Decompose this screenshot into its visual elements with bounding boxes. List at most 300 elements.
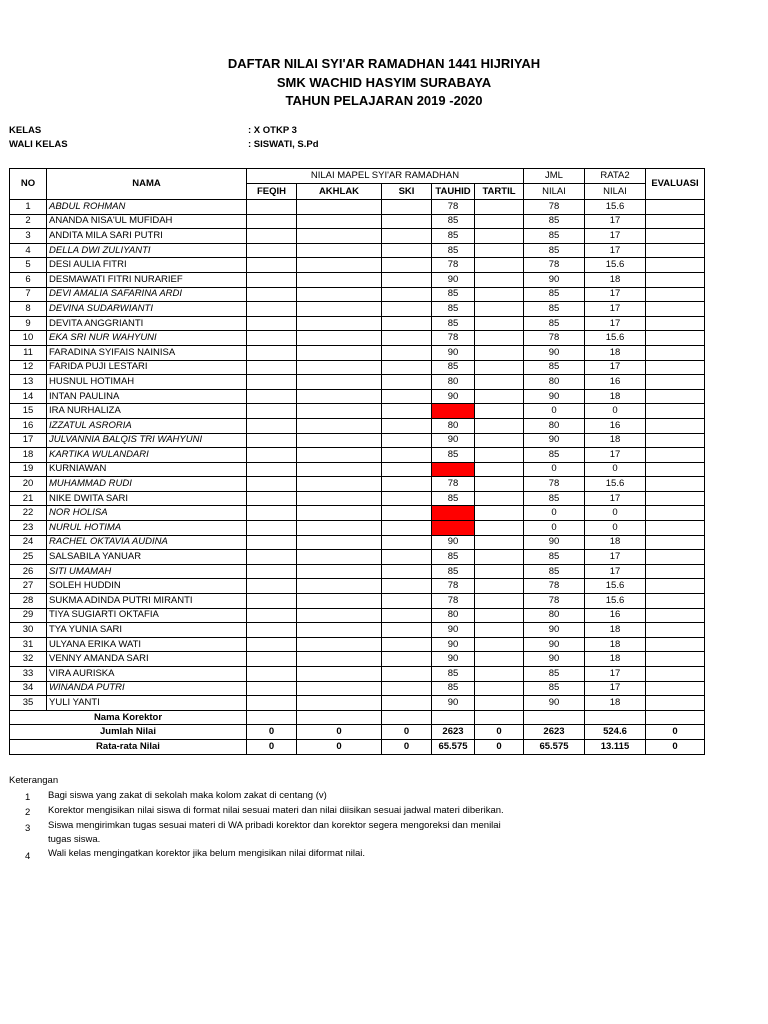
jumlah-row-tauhid: 2623 [432, 725, 475, 740]
row-nama: EKA SRI NUR WAHYUNI [47, 331, 247, 346]
rata-rata-row-akhlak: 0 [297, 739, 382, 754]
jumlah-row-label: Jumlah Nilai [10, 725, 247, 740]
row-feqih [247, 696, 297, 711]
row-rata-nilai: 17 [585, 550, 646, 565]
table-row [10, 681, 705, 696]
korektor-cell [524, 710, 585, 725]
row-jml-nilai: 85 [524, 550, 585, 565]
row-tauhid: 90 [432, 696, 475, 711]
header-rata-line1: RATA2 [585, 169, 646, 184]
row-tartil [475, 579, 524, 594]
row-feqih [247, 331, 297, 346]
row-jml-nilai: 78 [524, 594, 585, 609]
row-tauhid: 0 [432, 462, 475, 477]
row-no: 33 [10, 667, 47, 682]
row-nama: ULYANA ERIKA WATI [47, 637, 247, 652]
row-ski [382, 433, 432, 448]
row-evaluasi [646, 491, 705, 506]
row-no: 24 [10, 535, 47, 550]
row-tartil [475, 550, 524, 565]
row-rata-nilai: 17 [585, 316, 646, 331]
row-jml-nilai: 85 [524, 243, 585, 258]
row-rata-nilai: 17 [585, 448, 646, 463]
table-row [10, 491, 705, 506]
header-ski: SKI [382, 184, 432, 200]
note-text-continued: tugas siswa. [48, 834, 101, 845]
header-rata-line2: NILAI [585, 184, 646, 200]
row-akhlak [297, 491, 382, 506]
table-row [10, 623, 705, 638]
wali-kelas-value: : SISWATI, S.Pd [248, 139, 319, 150]
note-number: 1 [25, 792, 31, 803]
row-akhlak [297, 477, 382, 492]
row-jml-nilai: 85 [524, 564, 585, 579]
row-rata-nilai: 18 [585, 623, 646, 638]
row-feqih [247, 477, 297, 492]
table-row [10, 331, 705, 346]
row-tartil [475, 375, 524, 390]
notes-heading: Keterangan [9, 775, 59, 786]
table-row [10, 272, 705, 287]
row-rata-nilai: 17 [585, 229, 646, 244]
row-jml-nilai: 85 [524, 302, 585, 317]
row-ski [382, 258, 432, 273]
row-jml-nilai: 0 [524, 521, 585, 536]
row-no: 29 [10, 608, 47, 623]
row-akhlak [297, 637, 382, 652]
header-feqih: FEQIH [247, 184, 297, 200]
row-akhlak [297, 608, 382, 623]
row-akhlak [297, 200, 382, 215]
grades-table [9, 168, 705, 755]
row-jml-nilai: 78 [524, 258, 585, 273]
row-rata-nilai: 17 [585, 302, 646, 317]
row-ski [382, 389, 432, 404]
row-no: 5 [10, 258, 47, 273]
row-jml-nilai: 80 [524, 608, 585, 623]
row-evaluasi [646, 564, 705, 579]
row-ski [382, 564, 432, 579]
table-row [10, 448, 705, 463]
row-ski [382, 681, 432, 696]
row-tauhid: 90 [432, 637, 475, 652]
row-tauhid: 80 [432, 608, 475, 623]
row-nama: HUSNUL HOTIMAH [47, 375, 247, 390]
header-tauhid: TAUHID [432, 184, 475, 200]
row-tartil [475, 491, 524, 506]
row-evaluasi [646, 652, 705, 667]
note-number: 2 [25, 807, 31, 818]
row-nama: MUHAMMAD RUDI [47, 477, 247, 492]
row-no: 7 [10, 287, 47, 302]
row-feqih [247, 462, 297, 477]
row-tartil [475, 404, 524, 419]
row-tauhid: 0 [432, 506, 475, 521]
row-rata-nilai: 18 [585, 535, 646, 550]
row-ski [382, 521, 432, 536]
row-evaluasi [646, 360, 705, 375]
row-nama: DEVI AMALIA SAFARINA ARDI [47, 287, 247, 302]
row-tauhid: 85 [432, 360, 475, 375]
row-nama: FARIDA PUJI LESTARI [47, 360, 247, 375]
row-ski [382, 418, 432, 433]
row-jml-nilai: 80 [524, 375, 585, 390]
row-feqih [247, 506, 297, 521]
row-evaluasi [646, 287, 705, 302]
row-jml-nilai: 0 [524, 404, 585, 419]
row-ski [382, 214, 432, 229]
table-row [10, 360, 705, 375]
row-no: 28 [10, 594, 47, 609]
row-no: 25 [10, 550, 47, 565]
row-rata-nilai: 17 [585, 491, 646, 506]
korektor-label: Nama Korektor [10, 710, 247, 725]
row-akhlak [297, 302, 382, 317]
row-tartil [475, 448, 524, 463]
row-jml-nilai: 85 [524, 360, 585, 375]
row-tauhid: 78 [432, 477, 475, 492]
row-nama: IZZATUL ASRORIA [47, 418, 247, 433]
row-rata-nilai: 15.6 [585, 331, 646, 346]
header-jml-line1: JML [524, 169, 585, 184]
row-evaluasi [646, 243, 705, 258]
row-akhlak [297, 667, 382, 682]
jumlah-row-feqih: 0 [247, 725, 297, 740]
row-feqih [247, 608, 297, 623]
row-rata-nilai: 0 [585, 521, 646, 536]
row-evaluasi [646, 608, 705, 623]
row-tauhid: 85 [432, 681, 475, 696]
table-row [10, 564, 705, 579]
row-no: 15 [10, 404, 47, 419]
row-feqih [247, 550, 297, 565]
row-jml-nilai: 90 [524, 652, 585, 667]
jumlah-row-evaluasi: 0 [646, 725, 705, 740]
row-rata-nilai: 16 [585, 418, 646, 433]
row-jml-nilai: 90 [524, 623, 585, 638]
row-evaluasi [646, 506, 705, 521]
table-row [10, 375, 705, 390]
row-akhlak [297, 696, 382, 711]
row-akhlak [297, 535, 382, 550]
row-jml-nilai: 90 [524, 433, 585, 448]
row-nama: NIKE DWITA SARI [47, 491, 247, 506]
row-tauhid: 85 [432, 448, 475, 463]
row-feqih [247, 418, 297, 433]
row-tartil [475, 360, 524, 375]
row-no: 20 [10, 477, 47, 492]
row-no: 3 [10, 229, 47, 244]
row-evaluasi [646, 418, 705, 433]
row-akhlak [297, 623, 382, 638]
row-nama: SUKMA ADINDA PUTRI MIRANTI [47, 594, 247, 609]
row-tartil [475, 258, 524, 273]
korektor-cell [585, 710, 646, 725]
row-no: 19 [10, 462, 47, 477]
row-rata-nilai: 18 [585, 637, 646, 652]
row-feqih [247, 579, 297, 594]
row-akhlak [297, 418, 382, 433]
row-akhlak [297, 272, 382, 287]
row-akhlak [297, 579, 382, 594]
row-tauhid: 85 [432, 550, 475, 565]
row-jml-nilai: 90 [524, 535, 585, 550]
rata-rata-row [10, 739, 705, 754]
korektor-cell [475, 710, 524, 725]
row-no: 17 [10, 433, 47, 448]
row-ski [382, 360, 432, 375]
row-ski [382, 652, 432, 667]
row-nama: SALSABILA YANUAR [47, 550, 247, 565]
row-akhlak [297, 404, 382, 419]
rata-rata-row-ski: 0 [382, 739, 432, 754]
row-rata-nilai: 18 [585, 433, 646, 448]
row-nama: DESI AULIA FITRI [47, 258, 247, 273]
table-row [10, 214, 705, 229]
row-evaluasi [646, 579, 705, 594]
row-tartil [475, 681, 524, 696]
row-evaluasi [646, 594, 705, 609]
document-title-line1: DAFTAR NILAI SYI'AR RAMADHAN 1441 HIJRIYAH [227, 56, 541, 71]
row-no: 23 [10, 521, 47, 536]
row-feqih [247, 681, 297, 696]
row-evaluasi [646, 462, 705, 477]
row-nama: ANANDA NISA'UL MUFIDAH [47, 214, 247, 229]
table-row [10, 404, 705, 419]
wali-kelas-label: WALI KELAS [9, 139, 68, 150]
row-evaluasi [646, 477, 705, 492]
row-feqih [247, 433, 297, 448]
row-ski [382, 579, 432, 594]
row-tauhid: 85 [432, 491, 475, 506]
row-ski [382, 316, 432, 331]
row-nama: FARADINA SYIFAIS NAINISA [47, 345, 247, 360]
korektor-cell [432, 710, 475, 725]
row-tartil [475, 316, 524, 331]
rata-rata-row-tauhid: 65.575 [432, 739, 475, 754]
row-tauhid: 85 [432, 214, 475, 229]
row-tauhid: 90 [432, 652, 475, 667]
row-tartil [475, 389, 524, 404]
row-tartil [475, 287, 524, 302]
row-feqih [247, 652, 297, 667]
table-row [10, 345, 705, 360]
row-akhlak [297, 287, 382, 302]
row-nama: WINANDA PUTRI [47, 681, 247, 696]
row-rata-nilai: 17 [585, 681, 646, 696]
row-no: 1 [10, 200, 47, 215]
row-feqih [247, 229, 297, 244]
row-rata-nilai: 15.6 [585, 200, 646, 215]
table-row [10, 608, 705, 623]
row-feqih [247, 594, 297, 609]
row-akhlak [297, 521, 382, 536]
table-row [10, 477, 705, 492]
row-evaluasi [646, 623, 705, 638]
table-row [10, 579, 705, 594]
table-row [10, 550, 705, 565]
row-tartil [475, 637, 524, 652]
row-feqih [247, 243, 297, 258]
row-jml-nilai: 78 [524, 200, 585, 215]
row-evaluasi [646, 331, 705, 346]
rata-rata-row-rata: 13.115 [585, 739, 646, 754]
row-ski [382, 462, 432, 477]
row-akhlak [297, 564, 382, 579]
row-ski [382, 287, 432, 302]
row-jml-nilai: 85 [524, 448, 585, 463]
row-jml-nilai: 0 [524, 506, 585, 521]
row-feqih [247, 302, 297, 317]
row-ski [382, 404, 432, 419]
row-akhlak [297, 258, 382, 273]
row-tauhid: 90 [432, 535, 475, 550]
jumlah-row-tartil: 0 [475, 725, 524, 740]
note-text: Siswa mengirimkan tugas sesuai materi di WA pribadi korektor dan korektor segera mengoreksi dan menilai [48, 820, 501, 831]
row-tauhid: 0 [432, 521, 475, 536]
row-evaluasi [646, 389, 705, 404]
row-rata-nilai: 0 [585, 506, 646, 521]
row-no: 18 [10, 448, 47, 463]
row-evaluasi [646, 535, 705, 550]
row-jml-nilai: 80 [524, 418, 585, 433]
row-feqih [247, 564, 297, 579]
row-nama: NURUL HOTIMA [47, 521, 247, 536]
table-row [10, 594, 705, 609]
row-rata-nilai: 0 [585, 404, 646, 419]
row-jml-nilai: 85 [524, 316, 585, 331]
row-akhlak [297, 462, 382, 477]
row-tauhid: 90 [432, 623, 475, 638]
row-rata-nilai: 16 [585, 375, 646, 390]
row-rata-nilai: 15.6 [585, 258, 646, 273]
row-evaluasi [646, 696, 705, 711]
row-rata-nilai: 17 [585, 287, 646, 302]
row-feqih [247, 316, 297, 331]
row-no: 32 [10, 652, 47, 667]
header-jml-line2: NILAI [524, 184, 585, 200]
row-nama: IRA NURHALIZA [47, 404, 247, 419]
row-jml-nilai: 85 [524, 287, 585, 302]
row-jml-nilai: 85 [524, 229, 585, 244]
row-nama: DESMAWATI FITRI NURARIEF [47, 272, 247, 287]
row-nama: SOLEH HUDDIN [47, 579, 247, 594]
row-ski [382, 608, 432, 623]
row-akhlak [297, 331, 382, 346]
row-tartil [475, 272, 524, 287]
row-no: 6 [10, 272, 47, 287]
row-evaluasi [646, 448, 705, 463]
row-rata-nilai: 18 [585, 272, 646, 287]
table-row [10, 506, 705, 521]
row-no: 31 [10, 637, 47, 652]
row-tartil [475, 521, 524, 536]
row-tauhid: 85 [432, 667, 475, 682]
korektor-cell [646, 710, 705, 725]
row-no: 14 [10, 389, 47, 404]
row-evaluasi [646, 521, 705, 536]
row-ski [382, 477, 432, 492]
row-feqih [247, 535, 297, 550]
row-ski [382, 331, 432, 346]
header-no: NO [10, 169, 47, 200]
row-rata-nilai: 18 [585, 696, 646, 711]
jumlah-row-jml: 2623 [524, 725, 585, 740]
row-jml-nilai: 90 [524, 637, 585, 652]
row-nama: NOR HOLISA [47, 506, 247, 521]
row-nama: VENNY AMANDA SARI [47, 652, 247, 667]
row-rata-nilai: 18 [585, 345, 646, 360]
header-akhlak: AKHLAK [297, 184, 382, 200]
row-no: 16 [10, 418, 47, 433]
table-row [10, 229, 705, 244]
row-jml-nilai: 90 [524, 389, 585, 404]
row-akhlak [297, 433, 382, 448]
row-tartil [475, 652, 524, 667]
table-row [10, 243, 705, 258]
table-row [10, 637, 705, 652]
row-evaluasi [646, 375, 705, 390]
row-rata-nilai: 15.6 [585, 579, 646, 594]
korektor-cell [247, 710, 297, 725]
jumlah-row-ski: 0 [382, 725, 432, 740]
row-feqih [247, 521, 297, 536]
row-no: 30 [10, 623, 47, 638]
row-feqih [247, 448, 297, 463]
jumlah-row-akhlak: 0 [297, 725, 382, 740]
row-jml-nilai: 0 [524, 462, 585, 477]
document-title-line3: TAHUN PELAJARAN 2019 -2020 [285, 93, 483, 108]
note-number: 4 [25, 851, 31, 862]
row-ski [382, 243, 432, 258]
row-ski [382, 594, 432, 609]
row-no: 35 [10, 696, 47, 711]
row-ski [382, 345, 432, 360]
row-ski [382, 200, 432, 215]
row-tauhid: 0 [432, 404, 475, 419]
table-row [10, 200, 705, 215]
row-rata-nilai: 17 [585, 360, 646, 375]
row-tauhid: 78 [432, 579, 475, 594]
table-row [10, 287, 705, 302]
row-jml-nilai: 85 [524, 491, 585, 506]
row-feqih [247, 200, 297, 215]
row-tartil [475, 243, 524, 258]
row-ski [382, 506, 432, 521]
row-ski [382, 229, 432, 244]
table-row [10, 389, 705, 404]
jumlah-row [10, 725, 705, 740]
row-no: 9 [10, 316, 47, 331]
note-text: Wali kelas mengingatkan korektor jika belum mengisikan nilai diformat nilai. [48, 848, 365, 859]
row-feqih [247, 491, 297, 506]
row-no: 34 [10, 681, 47, 696]
row-feqih [247, 272, 297, 287]
row-tartil [475, 345, 524, 360]
row-rata-nilai: 17 [585, 667, 646, 682]
row-rata-nilai: 17 [585, 564, 646, 579]
korektor-cell [382, 710, 432, 725]
row-tartil [475, 433, 524, 448]
row-akhlak [297, 316, 382, 331]
row-tauhid: 90 [432, 433, 475, 448]
row-tartil [475, 331, 524, 346]
row-tartil [475, 302, 524, 317]
row-tauhid: 85 [432, 243, 475, 258]
row-tauhid: 85 [432, 564, 475, 579]
row-tauhid: 78 [432, 258, 475, 273]
table-row [10, 462, 705, 477]
